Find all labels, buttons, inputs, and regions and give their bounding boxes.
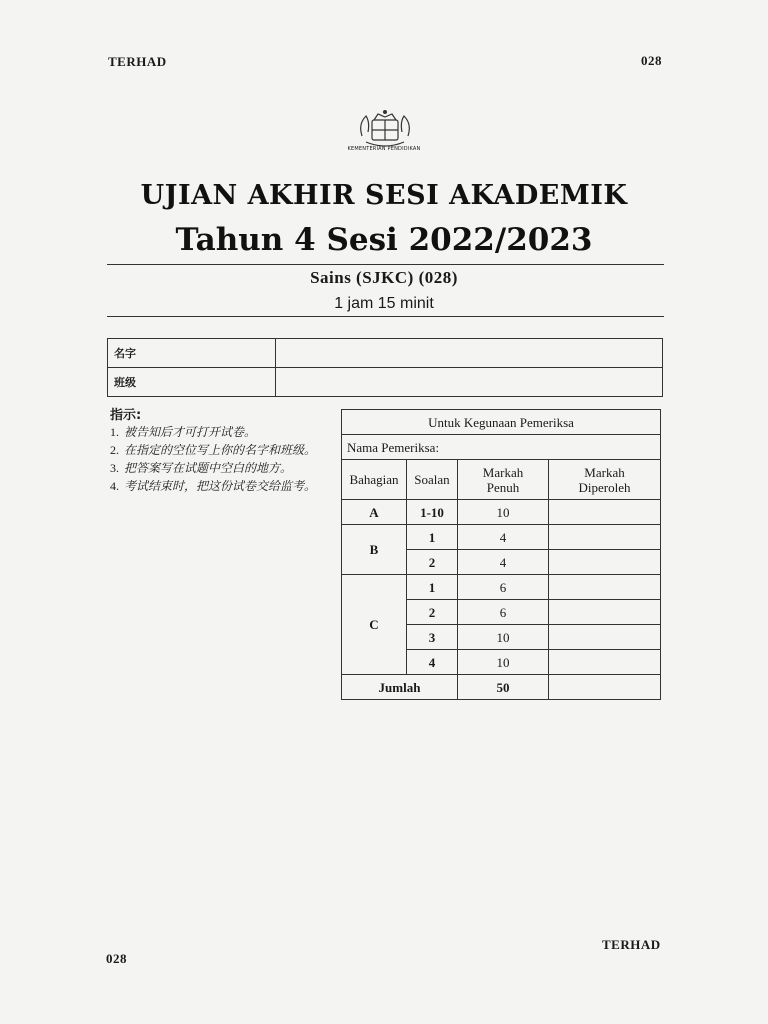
obtained-marks-cell[interactable]: [549, 500, 661, 525]
instruction-item: 3. 把答案写在试题中空白的地方。: [110, 461, 293, 475]
obtained-marks-cell[interactable]: [549, 550, 661, 575]
class-row: [108, 368, 663, 397]
header-classification: TERHAD: [108, 54, 167, 69]
table-row: [342, 500, 661, 525]
table-row: [342, 575, 661, 600]
header-paper-code: 028: [641, 53, 662, 68]
full-marks-cell: 4: [458, 550, 549, 575]
exam-year-session: Tahun 4 Sesi 2022/2023: [175, 222, 593, 258]
section-cell: B: [342, 525, 407, 575]
header-obtained-marks: Markah Diperoleh: [549, 460, 661, 500]
footer-paper-code: 028: [106, 951, 127, 966]
subject-title: Sains (SJKC) (028): [310, 268, 458, 287]
obtained-marks-cell[interactable]: [549, 600, 661, 625]
question-cell: 3: [407, 625, 458, 650]
header-full-marks: Markah Penuh: [458, 460, 549, 500]
examiner-marks-table: [341, 409, 661, 700]
obtained-marks-cell[interactable]: [549, 625, 661, 650]
total-row: [342, 675, 661, 700]
full-marks-cell: 10: [458, 650, 549, 675]
question-cell: 1: [407, 575, 458, 600]
header-question: Soalan: [407, 460, 458, 500]
marks-table-title: Untuk Kegunaan Pemeriksa: [342, 410, 661, 435]
title-divider-bottom: [107, 316, 664, 317]
header-section: Bahagian: [342, 460, 407, 500]
question-cell: 1: [407, 525, 458, 550]
class-field[interactable]: [276, 368, 663, 397]
examiner-name-field[interactable]: Nama Pemeriksa:: [342, 435, 661, 460]
exam-duration: 1 jam 15 minit: [334, 295, 434, 312]
instructions-title: 指示:: [110, 408, 142, 423]
total-label: Jumlah: [342, 675, 458, 700]
name-row: [108, 339, 663, 368]
exam-title: UJIAN AKHIR SESI AKADEMIK: [140, 180, 628, 211]
total-full-marks: 50: [458, 675, 549, 700]
title-divider-top: [107, 264, 664, 265]
total-obtained-marks[interactable]: [549, 675, 661, 700]
full-marks-cell: 10: [458, 625, 549, 650]
obtained-marks-cell[interactable]: [549, 525, 661, 550]
full-marks-cell: 10: [458, 500, 549, 525]
question-cell: 2: [407, 600, 458, 625]
section-cell: C: [342, 575, 407, 675]
full-marks-cell: 4: [458, 525, 549, 550]
section-cell: A: [342, 500, 407, 525]
footer-classification: TERHAD: [602, 937, 661, 952]
question-cell: 2: [407, 550, 458, 575]
name-field[interactable]: [276, 339, 663, 368]
name-label: 名字: [108, 339, 276, 368]
instruction-item: 2. 在指定的空位写上你的名字和班级。: [110, 443, 317, 457]
student-info-table: [107, 338, 663, 397]
obtained-marks-cell[interactable]: [549, 575, 661, 600]
obtained-marks-cell[interactable]: [549, 650, 661, 675]
instructions: [110, 404, 325, 497]
question-cell: 4: [407, 650, 458, 675]
ministry-caption: KEMENTERIAN PENDIDIKAN: [347, 146, 421, 152]
question-cell: 1-10: [407, 500, 458, 525]
full-marks-cell: 6: [458, 575, 549, 600]
instruction-item: 4. 考试结束时，把这份试卷交给监考。: [110, 479, 317, 493]
class-label: 班级: [108, 368, 276, 397]
instruction-item: 1. 被告知后才可打开试卷。: [110, 425, 257, 439]
full-marks-cell: 6: [458, 600, 549, 625]
table-row: [342, 525, 661, 550]
